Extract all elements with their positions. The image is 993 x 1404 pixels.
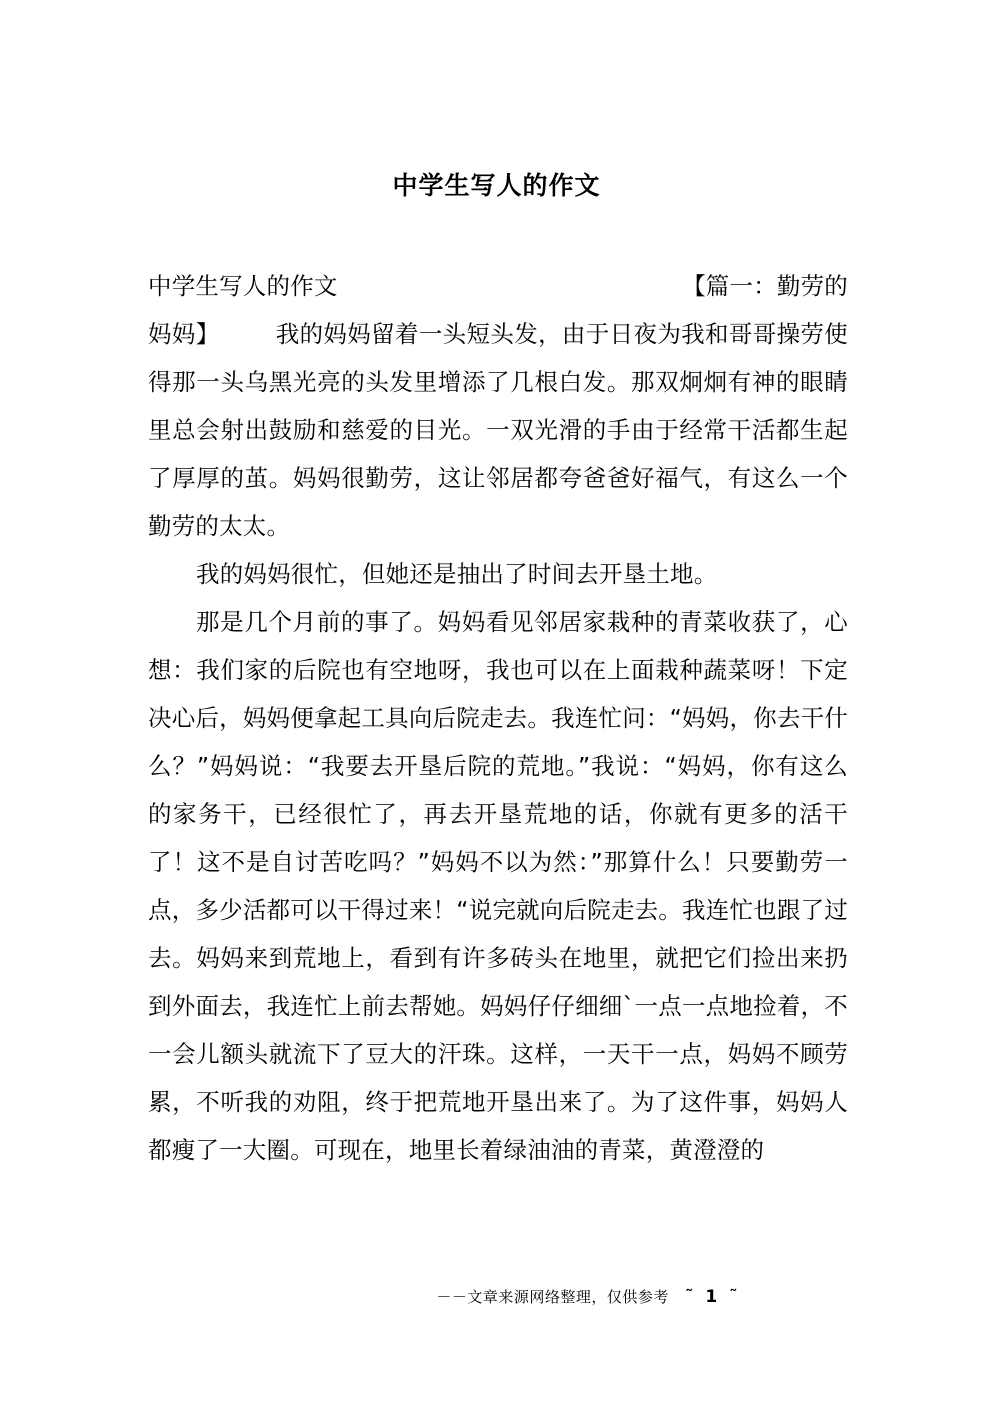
footer-page-number: ˜ 1 ˜ (684, 1287, 741, 1307)
paragraph-1 (148, 262, 848, 550)
paragraph-3: 那是几个月前的事了。妈妈看见邻居家栽种的青菜收获了，心想：我们家的后院也有空地呀，我也可以在上面栽种蔬菜呀！下定决心后，妈妈便拿起工具向后院走去。我连忙问：“妈妈，你去干什么？”妈妈说：“我要去开垦后院的荒地。”我说：“妈妈，你有这么的家务干，已经很忙了，再去开垦荒地的话，你就有更多的活干了！这不是自讨苦吃吗？”妈妈不以为然：”那算什么！只要勤劳一点，多少活都可以干得过来！“说完就向后院走去。我连忙也跟了过去。妈妈来到荒地上，看到有许多砖头在地里，就把它们捡出来扔到外面去，我连忙上前去帮她。妈妈仔仔细细`一点一点地捡着，不一会儿额头就流下了豆大的汗珠。这样，一天干一点，妈妈不顾劳累，不听我的劝阻，终于把荒地开垦出来了。为了这件事，妈妈人都瘦了一大圈。可现在，地里长着绿油油的青菜，黄澄澄的 (148, 608, 848, 1164)
paragraph-1-continuation: 妈妈】 (148, 320, 220, 348)
paragraph-1-lead-row (148, 262, 848, 310)
footer-source-note: －－文章来源网络整理，仅供参考 (436, 1288, 669, 1306)
page-footer (0, 1286, 993, 1308)
paragraph-1-text: 我的妈妈留着一头短头发，由于日夜为我和哥哥操劳使得那一头乌黑光亮的头发里增添了几根白发。那双炯炯有神的眼睛里总会射出鼓励和慈爱的目光。一双光滑的手由于经常干活都生起了厚厚的茧。妈妈很勤劳，这让邻居都夸爸爸好福气，有这么一个勤劳的太太。 (148, 320, 848, 540)
paragraph-1-lead-left: 中学生写人的作文 (148, 272, 338, 300)
paragraph-2: 我的妈妈很忙，但她还是抽出了时间去开垦土地。 (196, 560, 718, 588)
document-body (148, 262, 848, 1174)
paragraph-1-lead-right: 【篇一：勤劳的 (682, 272, 848, 300)
footer-inner (436, 1286, 740, 1308)
page-title: 中学生写人的作文 (392, 171, 601, 200)
